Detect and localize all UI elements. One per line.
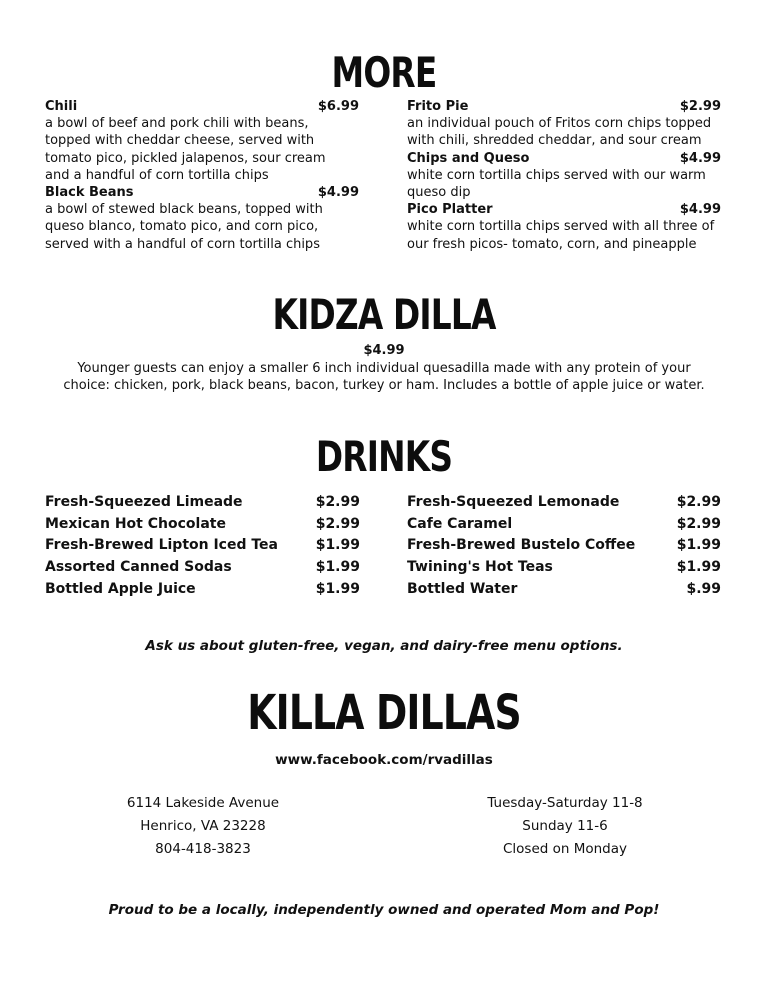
- item-name: Pico Platter: [407, 202, 493, 218]
- drink-row: [407, 535, 721, 557]
- item-price: $6.99: [317, 99, 359, 114]
- drink-price: $1.99: [315, 537, 360, 554]
- drink-row: [45, 579, 360, 601]
- drink-price: $1.99: [676, 537, 721, 554]
- drink-price: $1.99: [676, 559, 721, 576]
- drink-name: Fresh-Squeezed Lemonade: [407, 494, 620, 510]
- item-description: and a handful of corn tortilla chips: [45, 167, 269, 183]
- dietary-options-note: Ask us about gluten-free, vegan, and dairy-free menu options.: [145, 638, 623, 654]
- item-description: topped with cheddar cheese, served with: [45, 133, 315, 149]
- drink-price: $.99: [686, 580, 721, 597]
- drinks-right-column: [407, 492, 721, 600]
- hours-line: Closed on Monday: [502, 841, 628, 857]
- drink-row: [407, 514, 721, 536]
- drink-row: [407, 557, 721, 579]
- kidza-price: $4.99: [363, 343, 405, 358]
- menu-item-chips-and-queso: [407, 150, 721, 202]
- item-name: Chips and Queso: [407, 150, 530, 166]
- drink-price: $2.99: [676, 515, 721, 532]
- item-price: $2.99: [679, 99, 721, 114]
- drink-name: Twining's Hot Teas: [407, 559, 553, 576]
- item-description: white corn tortilla chips served with all three of: [407, 219, 715, 235]
- item-name: Frito Pie: [407, 99, 469, 114]
- facebook-link[interactable]: www.facebook.com/rvadillas: [275, 752, 493, 768]
- drink-name: Cafe Caramel: [407, 515, 513, 532]
- item-description: served with a handful of corn tortilla chips: [45, 236, 320, 252]
- address-block: [103, 792, 303, 861]
- item-name: Black Beans: [45, 185, 134, 201]
- item-description: white corn tortilla chips served with our warm: [407, 167, 706, 183]
- more-right-column: [407, 98, 721, 253]
- drink-name: Assorted Canned Sodas: [45, 559, 232, 576]
- phone-number[interactable]: 804-418-3823: [155, 841, 251, 857]
- more-left-column: [45, 98, 359, 253]
- section-title-drinks: DRINKS: [315, 433, 453, 482]
- hours-line: Tuesday-Saturday 11-8: [487, 795, 643, 811]
- item-price: $4.99: [679, 202, 721, 218]
- footer-tagline: Proud to be a locally, independently owned and operated Mom and Pop!: [108, 902, 660, 918]
- item-description: tomato pico, pickled jalapenos, sour cream: [45, 150, 326, 166]
- kidza-description-line: Younger guests can enjoy a smaller 6 inch individual quesadilla made with any protein of your: [77, 361, 691, 376]
- brand-title: KILLA DILLAS: [247, 684, 521, 741]
- address-city: Henrico, VA 23228: [140, 818, 266, 834]
- drink-price: $2.99: [676, 494, 721, 510]
- drink-row: [45, 514, 360, 536]
- item-description: a bowl of stewed black beans, topped with: [45, 202, 323, 218]
- address-street: 6114 Lakeside Avenue: [126, 795, 280, 811]
- drink-name: Bottled Water: [407, 580, 518, 597]
- drink-row: [45, 492, 360, 514]
- drink-row: [407, 579, 721, 601]
- drink-row: [45, 557, 360, 579]
- menu-item-pico-platter: [407, 201, 721, 253]
- item-price: $4.99: [317, 185, 359, 201]
- item-price: $4.99: [679, 150, 721, 166]
- item-description: a bowl of beef and pork chili with beans,: [45, 116, 309, 132]
- drink-price: $1.99: [315, 580, 360, 597]
- menu-item-frito-pie: [407, 98, 721, 150]
- hours-line: Sunday 11-6: [522, 818, 608, 834]
- item-name: Chili: [45, 99, 78, 114]
- hours-block: [460, 792, 670, 861]
- drink-price: $2.99: [315, 515, 360, 532]
- item-description: queso dip: [407, 185, 471, 201]
- item-description: an individual pouch of Fritos corn chips topped: [407, 116, 712, 132]
- menu-item-black-beans: [45, 184, 359, 253]
- section-title-kidza-dilla: KIDZA DILLA: [272, 291, 496, 340]
- drink-row: [45, 535, 360, 557]
- kidza-description-line: choice: chicken, pork, black beans, bacon, turkey or ham. Includes a bottle of apple juice or water.: [63, 378, 705, 393]
- drink-name: Fresh-Brewed Bustelo Coffee: [407, 537, 636, 554]
- item-description: our fresh picos- tomato, corn, and pineapple: [407, 236, 697, 252]
- item-description: queso blanco, tomato pico, and corn pico,: [45, 219, 319, 235]
- drink-name: Bottled Apple Juice: [45, 580, 196, 597]
- drinks-left-column: [45, 492, 360, 600]
- drink-name: Mexican Hot Chocolate: [45, 515, 226, 532]
- drink-name: Fresh-Brewed Lipton Iced Tea: [45, 537, 278, 554]
- drink-row: [407, 492, 721, 514]
- drink-name: Fresh-Squeezed Limeade: [45, 494, 243, 510]
- drink-price: $1.99: [315, 559, 360, 576]
- item-description: with chili, shredded cheddar, and sour cream: [407, 133, 702, 149]
- section-title-more: MORE: [331, 49, 437, 98]
- menu-item-chili: [45, 98, 359, 184]
- drink-price: $2.99: [315, 494, 360, 510]
